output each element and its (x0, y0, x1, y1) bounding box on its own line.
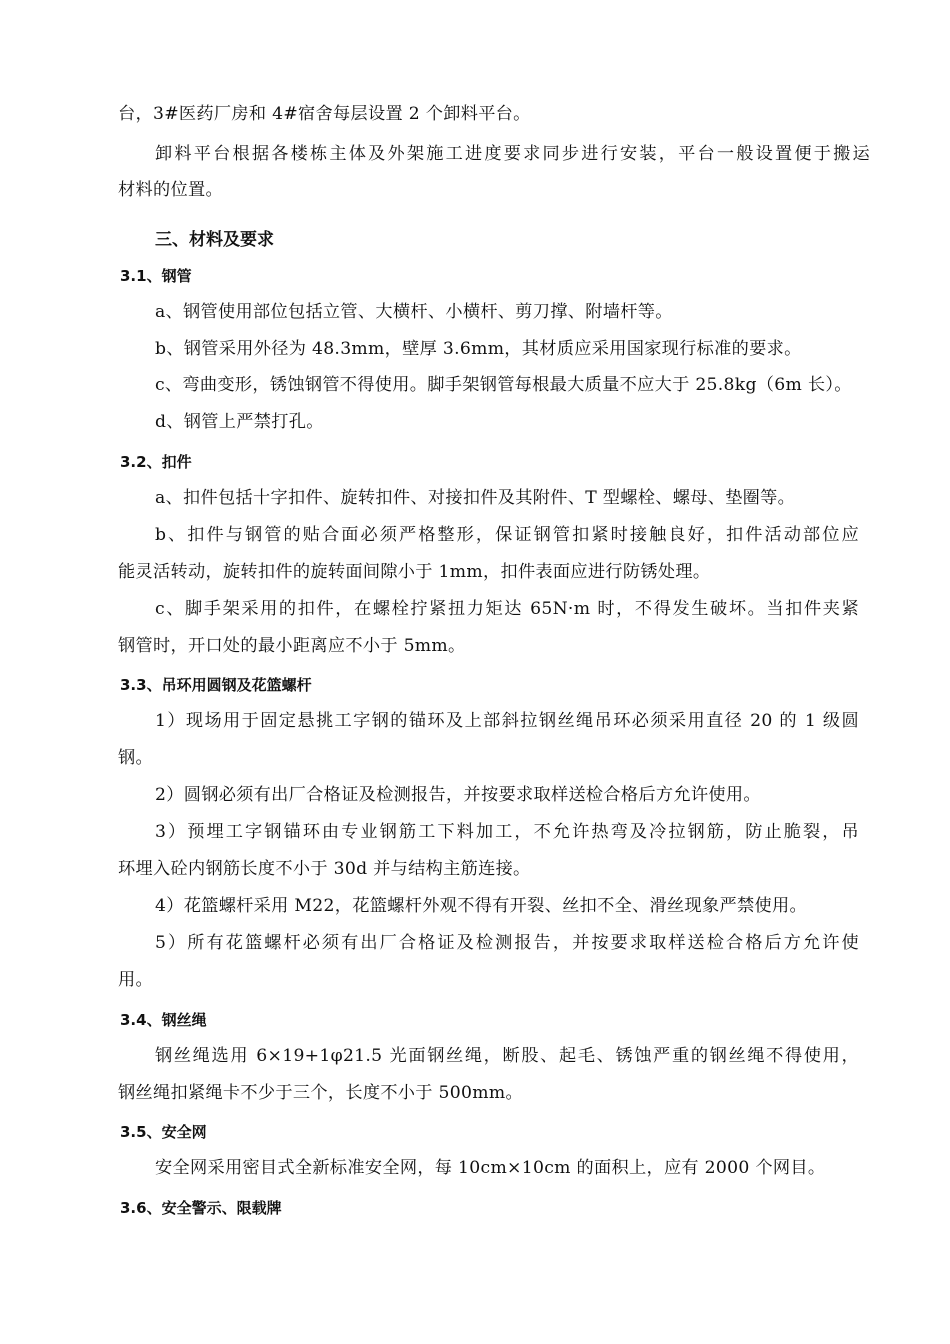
list-item: c、脚手架采用的扣件，在螺栓拧紧扭力矩达 65N·m 时，不得发生破坏。当扣件夹紧 (155, 599, 859, 619)
subsection-heading: 3.2、扣件 (120, 453, 192, 471)
list-item: b、钢管采用外径为 48.3mm，壁厚 3.6mm，其材质应采用国家现行标准的要求。 (155, 339, 802, 359)
paragraph-line: 安全网采用密目式全新标准安全网，每 10cm×10cm 的面积上，应有 2000 个网目。 (155, 1158, 826, 1178)
subsection-heading: 3.6、安全警示、限载牌 (120, 1199, 282, 1217)
list-item: 钢管时，开口处的最小距离应不小于 5mm。 (118, 636, 466, 656)
list-item: 1）现场用于固定悬挑工字钢的锚环及上部斜拉钢丝绳吊环必须采用直径 20 的 1 级圆 (155, 711, 859, 731)
list-item: 2）圆钢必须有出厂合格证及检测报告，并按要求取样送检合格后方允许使用。 (155, 785, 761, 805)
list-item: b、扣件与钢管的贴合面必须严格整形，保证钢管扣紧时接触良好，扣件活动部位应 (155, 525, 859, 545)
list-item: c、弯曲变形，锈蚀钢管不得使用。脚手架钢管每根最大质量不应大于 25.8kg（6m 长）。 (155, 375, 852, 395)
list-item: d、钢管上严禁打孔。 (155, 412, 324, 432)
list-item: a、扣件包括十字扣件、旋转扣件、对接扣件及其附件、T 型螺栓、螺母、垫圈等。 (155, 488, 796, 508)
paragraph-line: 钢丝绳扣紧绳卡不少于三个，长度不小于 500mm。 (118, 1083, 523, 1103)
list-item: 钢。 (118, 748, 153, 768)
list-item: 环埋入砼内钢筋长度不小于 30d 并与结构主筋连接。 (118, 859, 531, 879)
list-item: 用。 (118, 970, 153, 990)
list-item: 4）花篮螺杆采用 M22，花篮螺杆外观不得有开裂、丝扣不全、滑丝现象严禁使用。 (155, 896, 807, 916)
subsection-heading: 3.4、钢丝绳 (120, 1011, 207, 1029)
subsection-heading: 3.3、吊环用圆钢及花篮螺杆 (120, 676, 312, 694)
subsection-heading: 3.1、钢管 (120, 267, 192, 285)
list-item: 3）预埋工字钢锚环由专业钢筋工下料加工，不允许热弯及冷拉钢筋，防止脆裂，吊 (155, 822, 859, 842)
paragraph-line: 钢丝绳选用 6×19+1φ21.5 光面钢丝绳，断股、起毛、锈蚀严重的钢丝绳不得使用， (155, 1046, 859, 1066)
paragraph-line: 材料的位置。 (118, 180, 223, 200)
list-item: a、钢管使用部位包括立管、大横杆、小横杆、剪刀撑、附墙杆等。 (155, 302, 673, 322)
section-heading: 三、材料及要求 (155, 230, 274, 250)
paragraph-line: 卸料平台根据各楼栋主体及外架施工进度要求同步进行安装，平台一般设置便于搬运 (155, 144, 870, 164)
subsection-heading: 3.5、安全网 (120, 1123, 207, 1141)
list-item: 5）所有花篮螺杆必须有出厂合格证及检测报告，并按要求取样送检合格后方允许使 (155, 933, 859, 953)
list-item: 能灵活转动，旋转扣件的旋转面间隙小于 1mm，扣件表面应进行防锈处理。 (118, 562, 711, 582)
paragraph-line: 台，3#医药厂房和 4#宿舍每层设置 2 个卸料平台。 (118, 104, 531, 124)
